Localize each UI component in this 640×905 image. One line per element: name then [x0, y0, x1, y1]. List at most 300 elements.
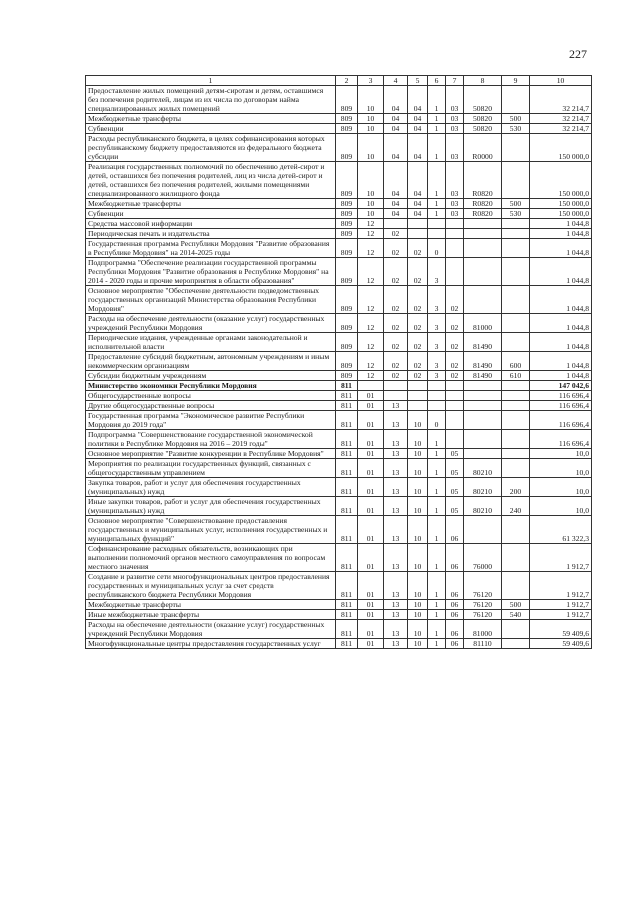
row-amount: 10,0: [530, 459, 592, 478]
row-section-code: [358, 381, 384, 391]
row-subprogram-code: [428, 381, 446, 391]
row-description: Подпрограмма "Обеспечение реализации государственной программы Республики Мордовия "Развитие образования в Республике Мордовия" на 2014 - 2020 годы и прочие мероприятия в области образования": [86, 258, 336, 286]
table-row: [86, 478, 592, 497]
row-amount: 32 214,7: [530, 114, 592, 124]
row-expense-code: [464, 229, 502, 239]
row-activity-code: 02: [446, 314, 464, 333]
row-type-code: 240: [502, 497, 530, 516]
row-amount: 1 044,8: [530, 286, 592, 314]
row-description: Расходы на обеспечение деятельности (оказание услуг) государственных учреждений Республики Мордовия: [86, 620, 336, 639]
row-program-code: 10: [408, 459, 428, 478]
row-amount: 147 042,6: [530, 381, 592, 391]
table-row: [86, 258, 592, 286]
row-subprogram-code: 1: [428, 516, 446, 544]
row-subsection-code: 02: [384, 239, 408, 258]
row-type-code: [502, 620, 530, 639]
table-body: [86, 86, 592, 649]
row-subsection-code: 02: [384, 333, 408, 352]
row-subprogram-code: 3: [428, 286, 446, 314]
row-type-code: [502, 381, 530, 391]
budget-table: [85, 75, 592, 649]
row-description: Субвенции: [86, 209, 336, 219]
row-subprogram-code: 3: [428, 371, 446, 381]
row-ministry-code: 809: [336, 134, 358, 162]
row-activity-code: [446, 229, 464, 239]
row-subsection-code: 02: [384, 352, 408, 371]
row-type-code: [502, 411, 530, 430]
row-subprogram-code: 1: [428, 610, 446, 620]
row-section-code: 01: [358, 620, 384, 639]
row-program-code: 10: [408, 544, 428, 572]
table-row: [86, 134, 592, 162]
row-amount: 150 000,0: [530, 162, 592, 199]
row-subprogram-code: 1: [428, 600, 446, 610]
column-header: 3: [358, 76, 384, 86]
table-row: [86, 610, 592, 620]
row-amount: 59 409,6: [530, 639, 592, 649]
row-expense-code: R0820: [464, 162, 502, 199]
row-expense-code: [464, 411, 502, 430]
row-description: Расходы на обеспечение деятельности (оказание услуг) государственных учреждений Республики Мордовия: [86, 314, 336, 333]
row-section-code: 01: [358, 572, 384, 600]
row-subprogram-code: 1: [428, 199, 446, 209]
column-number-row: [86, 76, 592, 86]
row-subsection-code: 04: [384, 209, 408, 219]
row-activity-code: [446, 430, 464, 449]
table-row: [86, 286, 592, 314]
row-section-code: 12: [358, 352, 384, 371]
column-header: 10: [530, 76, 592, 86]
row-section-code: 10: [358, 134, 384, 162]
row-section-code: 12: [358, 219, 384, 229]
row-program-code: [408, 381, 428, 391]
row-description: Закупка товаров, работ и услуг для обеспечения государственных (муниципальных) нужд: [86, 478, 336, 497]
row-subprogram-code: 3: [428, 314, 446, 333]
table-row: [86, 333, 592, 352]
row-amount: 150 000,0: [530, 134, 592, 162]
row-description: Межбюджетные трансферты: [86, 114, 336, 124]
row-type-code: [502, 239, 530, 258]
row-activity-code: 05: [446, 497, 464, 516]
row-subsection-code: 13: [384, 572, 408, 600]
row-ministry-code: 809: [336, 86, 358, 114]
row-amount: 150 000,0: [530, 209, 592, 219]
row-section-code: 01: [358, 478, 384, 497]
row-amount: 1 044,8: [530, 239, 592, 258]
row-description: Иные закупки товаров, работ и услуг для обеспечения государственных (муниципальных) нужд: [86, 497, 336, 516]
row-activity-code: 06: [446, 610, 464, 620]
row-ministry-code: 809: [336, 352, 358, 371]
row-subprogram-code: 0: [428, 239, 446, 258]
row-section-code: 01: [358, 516, 384, 544]
row-ministry-code: 811: [336, 572, 358, 600]
row-subprogram-code: [428, 229, 446, 239]
row-type-code: [502, 391, 530, 401]
row-type-code: [502, 572, 530, 600]
row-program-code: 10: [408, 610, 428, 620]
row-expense-code: [464, 516, 502, 544]
table-row: [86, 229, 592, 239]
row-activity-code: [446, 219, 464, 229]
row-ministry-code: 809: [336, 114, 358, 124]
row-amount: 59 409,6: [530, 620, 592, 639]
table-row: [86, 381, 592, 391]
row-type-code: 540: [502, 610, 530, 620]
row-amount: 1 044,8: [530, 229, 592, 239]
row-subsection-code: [384, 391, 408, 401]
row-subsection-code: 13: [384, 449, 408, 459]
row-amount: 1 912,7: [530, 544, 592, 572]
row-amount: 116 696,4: [530, 430, 592, 449]
row-activity-code: 06: [446, 600, 464, 610]
row-description: Софинансирование расходных обязательств, возникающих при выполнении полномочий органов местного самоуправления по вопросам местного значения: [86, 544, 336, 572]
table-row: [86, 544, 592, 572]
column-header: 9: [502, 76, 530, 86]
row-subprogram-code: 1: [428, 544, 446, 572]
row-description: Мероприятия по реализации государственных функций, связанных с общегосударственным управлением: [86, 459, 336, 478]
row-ministry-code: 809: [336, 209, 358, 219]
row-amount: 32 214,7: [530, 124, 592, 134]
row-section-code: 12: [358, 258, 384, 286]
row-section-code: 01: [358, 449, 384, 459]
row-program-code: 04: [408, 86, 428, 114]
row-section-code: 01: [358, 430, 384, 449]
column-header: 5: [408, 76, 428, 86]
row-expense-code: [464, 401, 502, 411]
row-section-code: 10: [358, 199, 384, 209]
table-row: [86, 391, 592, 401]
row-amount: 32 214,7: [530, 86, 592, 114]
row-amount: 116 696,4: [530, 391, 592, 401]
table-row: [86, 572, 592, 600]
row-amount: 1 044,8: [530, 371, 592, 381]
row-section-code: 01: [358, 497, 384, 516]
row-expense-code: 50820: [464, 114, 502, 124]
row-ministry-code: 809: [336, 286, 358, 314]
table-row: [86, 371, 592, 381]
table-row: [86, 430, 592, 449]
row-subprogram-code: 3: [428, 333, 446, 352]
table-row: [86, 124, 592, 134]
row-subsection-code: 13: [384, 430, 408, 449]
row-subprogram-code: 1: [428, 162, 446, 199]
row-subsection-code: 13: [384, 411, 408, 430]
row-subsection-code: 13: [384, 544, 408, 572]
row-subsection-code: 04: [384, 134, 408, 162]
row-subprogram-code: [428, 401, 446, 411]
row-program-code: 04: [408, 199, 428, 209]
table-row: [86, 219, 592, 229]
row-ministry-code: 809: [336, 258, 358, 286]
row-program-code: 10: [408, 516, 428, 544]
row-program-code: 04: [408, 162, 428, 199]
row-activity-code: [446, 239, 464, 258]
row-activity-code: 02: [446, 286, 464, 314]
row-description: Общегосударственные вопросы: [86, 391, 336, 401]
row-amount: 150 000,0: [530, 199, 592, 209]
row-type-code: [502, 333, 530, 352]
row-subprogram-code: 1: [428, 449, 446, 459]
row-section-code: 01: [358, 600, 384, 610]
row-expense-code: 80210: [464, 459, 502, 478]
table-row: [86, 86, 592, 114]
row-ministry-code: 809: [336, 371, 358, 381]
row-description: Субсидии бюджетным учреждениям: [86, 371, 336, 381]
row-amount: 61 322,3: [530, 516, 592, 544]
row-expense-code: [464, 286, 502, 314]
row-type-code: [502, 258, 530, 286]
table-row: [86, 497, 592, 516]
row-program-code: 04: [408, 209, 428, 219]
row-description: Государственная программа Республики Мордовия "Развитие образования в Республике Мордовия" на 2014-2025 годы: [86, 239, 336, 258]
row-section-code: 12: [358, 314, 384, 333]
row-activity-code: [446, 391, 464, 401]
row-activity-code: 03: [446, 114, 464, 124]
row-subsection-code: 13: [384, 610, 408, 620]
row-subsection-code: 04: [384, 162, 408, 199]
row-ministry-code: 809: [336, 162, 358, 199]
row-program-code: 02: [408, 371, 428, 381]
row-activity-code: 02: [446, 333, 464, 352]
row-expense-code: 81490: [464, 333, 502, 352]
row-activity-code: 05: [446, 449, 464, 459]
row-activity-code: 06: [446, 544, 464, 572]
row-ministry-code: 811: [336, 516, 358, 544]
row-ministry-code: 811: [336, 478, 358, 497]
row-subsection-code: 04: [384, 124, 408, 134]
row-subsection-code: 13: [384, 459, 408, 478]
row-section-code: 10: [358, 86, 384, 114]
row-description: Реализация государственных полномочий по обеспечению детей-сирот и детей, оставшихся без попечения родителей, лиц из числа детей-сирот и детей, оставшихся без попечения родителей, жилыми помещениями специализированного жилищного фонда: [86, 162, 336, 199]
row-activity-code: 03: [446, 134, 464, 162]
row-type-code: [502, 134, 530, 162]
row-type-code: [502, 516, 530, 544]
table-row: [86, 114, 592, 124]
row-description: Основное мероприятие "Развитие конкуренции в Республике Мордовия": [86, 449, 336, 459]
row-section-code: 01: [358, 459, 384, 478]
table-row: [86, 639, 592, 649]
row-activity-code: 03: [446, 199, 464, 209]
row-subsection-code: 02: [384, 371, 408, 381]
row-subprogram-code: 1: [428, 209, 446, 219]
row-activity-code: 03: [446, 209, 464, 219]
row-program-code: [408, 219, 428, 229]
row-amount: 1 044,8: [530, 258, 592, 286]
row-expense-code: 76120: [464, 600, 502, 610]
table-row: [86, 239, 592, 258]
column-header: 1: [86, 76, 336, 86]
row-program-code: 02: [408, 286, 428, 314]
row-subprogram-code: 1: [428, 639, 446, 649]
table-row: [86, 516, 592, 544]
row-activity-code: 02: [446, 352, 464, 371]
row-ministry-code: 811: [336, 610, 358, 620]
row-type-code: [502, 430, 530, 449]
row-type-code: [502, 219, 530, 229]
table-row: [86, 411, 592, 430]
row-type-code: 500: [502, 199, 530, 209]
row-type-code: 500: [502, 600, 530, 610]
row-expense-code: R0820: [464, 209, 502, 219]
row-subprogram-code: 1: [428, 134, 446, 162]
table-row: [86, 209, 592, 219]
row-program-code: [408, 229, 428, 239]
row-amount: 116 696,4: [530, 411, 592, 430]
row-subprogram-code: 0: [428, 411, 446, 430]
row-expense-code: [464, 381, 502, 391]
row-expense-code: 50820: [464, 86, 502, 114]
row-subprogram-code: 1: [428, 478, 446, 497]
row-section-code: 12: [358, 286, 384, 314]
row-program-code: 10: [408, 411, 428, 430]
row-program-code: 02: [408, 314, 428, 333]
row-program-code: 10: [408, 497, 428, 516]
table-row: [86, 449, 592, 459]
row-section-code: 10: [358, 162, 384, 199]
row-ministry-code: 811: [336, 391, 358, 401]
row-activity-code: 02: [446, 371, 464, 381]
row-type-code: 200: [502, 478, 530, 497]
row-ministry-code: 811: [336, 620, 358, 639]
row-expense-code: [464, 430, 502, 449]
row-activity-code: 06: [446, 639, 464, 649]
row-subprogram-code: [428, 391, 446, 401]
row-subprogram-code: 3: [428, 352, 446, 371]
row-description: Иные межбюджетные трансферты: [86, 610, 336, 620]
row-description: Предоставление субсидий бюджетным, автономным учреждениям и иным некоммерческим организациям: [86, 352, 336, 371]
row-ministry-code: 811: [336, 497, 358, 516]
table-row: [86, 600, 592, 610]
row-description: Министерство экономики Республики Мордовия: [86, 381, 336, 391]
row-ministry-code: 811: [336, 544, 358, 572]
row-section-code: 01: [358, 610, 384, 620]
row-expense-code: 76120: [464, 572, 502, 600]
row-subsection-code: 13: [384, 478, 408, 497]
row-description: Многофункциональные центры предоставления государственных услуг: [86, 639, 336, 649]
row-subsection-code: 13: [384, 516, 408, 544]
row-expense-code: 76000: [464, 544, 502, 572]
row-type-code: 530: [502, 209, 530, 219]
row-subprogram-code: 1: [428, 497, 446, 516]
row-program-code: 10: [408, 600, 428, 610]
row-amount: 10,0: [530, 449, 592, 459]
row-description: Периодические издания, учрежденные органами законодательной и исполнительной власти: [86, 333, 336, 352]
row-ministry-code: 811: [336, 449, 358, 459]
row-program-code: 02: [408, 333, 428, 352]
row-type-code: 600: [502, 352, 530, 371]
row-program-code: 10: [408, 620, 428, 639]
row-subsection-code: 02: [384, 314, 408, 333]
row-expense-code: 76120: [464, 610, 502, 620]
row-type-code: [502, 286, 530, 314]
row-ministry-code: 809: [336, 219, 358, 229]
column-header: 2: [336, 76, 358, 86]
row-description: Основное мероприятие "Обеспечение деятельности подведомственных государственных организаций Министерства образования Республики Мордовия": [86, 286, 336, 314]
row-ministry-code: 811: [336, 639, 358, 649]
row-activity-code: [446, 258, 464, 286]
row-description: Другие общегосударственные вопросы: [86, 401, 336, 411]
row-section-code: 01: [358, 391, 384, 401]
row-activity-code: 06: [446, 620, 464, 639]
row-ministry-code: 811: [336, 600, 358, 610]
row-activity-code: 05: [446, 459, 464, 478]
row-type-code: 530: [502, 124, 530, 134]
row-section-code: 10: [358, 209, 384, 219]
row-type-code: 610: [502, 371, 530, 381]
row-section-code: 10: [358, 114, 384, 124]
row-amount: 10,0: [530, 478, 592, 497]
row-program-code: 02: [408, 258, 428, 286]
table-row: [86, 352, 592, 371]
row-section-code: 01: [358, 544, 384, 572]
row-expense-code: [464, 449, 502, 459]
row-section-code: 12: [358, 239, 384, 258]
row-ministry-code: 811: [336, 401, 358, 411]
row-type-code: [502, 639, 530, 649]
row-type-code: 500: [502, 114, 530, 124]
row-subsection-code: 13: [384, 600, 408, 610]
row-type-code: [502, 459, 530, 478]
row-description: Подпрограмма "Совершенствование государственной экономической политики в Республике Мордовия на 2016 – 2019 годы": [86, 430, 336, 449]
row-amount: 116 696,4: [530, 401, 592, 411]
row-activity-code: 05: [446, 478, 464, 497]
row-section-code: 01: [358, 639, 384, 649]
row-subsection-code: [384, 219, 408, 229]
table-row: [86, 162, 592, 199]
row-program-code: 10: [408, 639, 428, 649]
row-activity-code: 03: [446, 124, 464, 134]
row-description: Субвенции: [86, 124, 336, 134]
column-header: 7: [446, 76, 464, 86]
row-section-code: 12: [358, 371, 384, 381]
row-expense-code: 50820: [464, 124, 502, 134]
row-activity-code: 03: [446, 162, 464, 199]
row-subprogram-code: 1: [428, 114, 446, 124]
row-program-code: [408, 391, 428, 401]
row-subprogram-code: 1: [428, 572, 446, 600]
row-subprogram-code: [428, 219, 446, 229]
row-subsection-code: 02: [384, 258, 408, 286]
row-subsection-code: 13: [384, 497, 408, 516]
row-subsection-code: 13: [384, 639, 408, 649]
row-expense-code: 81000: [464, 314, 502, 333]
row-description: Предоставление жилых помещений детям-сиротам и детям, оставшимся без попечения родителей, лицам из их числа по договорам найма специализированных жилых помещений: [86, 86, 336, 114]
row-activity-code: 03: [446, 86, 464, 114]
row-subprogram-code: 1: [428, 430, 446, 449]
row-amount: 1 044,8: [530, 219, 592, 229]
row-expense-code: [464, 239, 502, 258]
row-ministry-code: 809: [336, 333, 358, 352]
row-program-code: 10: [408, 449, 428, 459]
row-type-code: [502, 162, 530, 199]
row-activity-code: 06: [446, 516, 464, 544]
row-type-code: [502, 229, 530, 239]
row-expense-code: 81110: [464, 639, 502, 649]
row-subprogram-code: 1: [428, 459, 446, 478]
table-row: [86, 620, 592, 639]
row-ministry-code: 809: [336, 314, 358, 333]
row-ministry-code: 809: [336, 199, 358, 209]
row-expense-code: 80210: [464, 497, 502, 516]
row-program-code: 04: [408, 114, 428, 124]
row-subsection-code: 04: [384, 199, 408, 209]
row-subprogram-code: 3: [428, 258, 446, 286]
row-section-code: 01: [358, 411, 384, 430]
row-program-code: 10: [408, 430, 428, 449]
table-row: [86, 314, 592, 333]
row-expense-code: [464, 258, 502, 286]
row-amount: 1 044,8: [530, 352, 592, 371]
